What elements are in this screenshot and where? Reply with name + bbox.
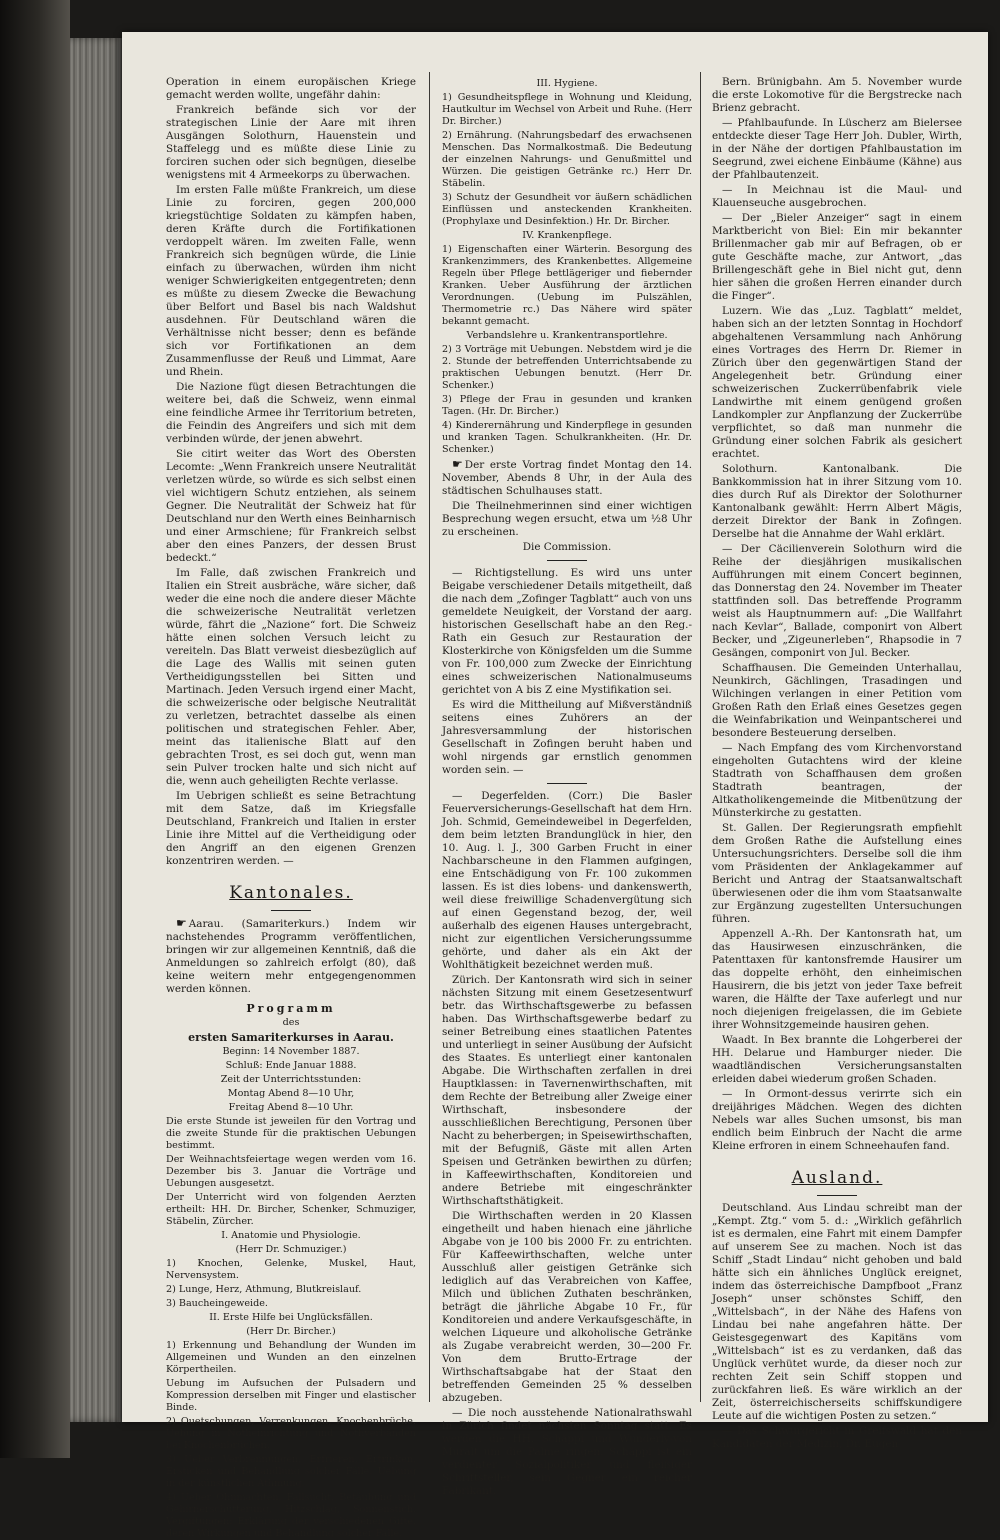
article-paragraph: Bern. Brünigbahn. Am 5. November wurde die erste Lokomotive für die Bergstrecke nach Brienz gebracht. [712,76,962,114]
article-paragraph: — Der Cäcilienverein Solothurn wird die Reihe der diesjährigen musikalischen Aufführungen mit einem Concert beginnen, das Donnerstag den 24. November im Theater stattfinden soll. Das betreffende Programm weist als Hauptnummern auf: „Die Wallfahrt nach Kevlar“, Ballade, componirt von Albert Becker, und „Zigeunerleben“, Rhapsodie in 7 Gesängen, componirt von Jul. Becker. [712,543,962,659]
article-paragraph: Es wird die Mittheilung auf Mißverständniß seitens eines Zuhörers an der Jahresversammlung der historischen Gesellschaft in Zofingen beruht haben und wohl nirgends gar ernstlich genommen worden sein. — [442,699,692,776]
article-paragraph: Sie citirt weiter das Wort des Obersten Lecomte: „Wenn Frankreich unsere Neutralität verletzen würde, so würde es sich selbst einen viel wichtigern Schutz entziehen, als seinem Gegner. Die Neutralität der Schweiz hat für Deutschland nur den Werth eines Beinharnisch und einer Armschiene; für Frankreich selbst aber den eines Panzers, der dessen Brust bedeckt.“ [166,448,416,564]
article-paragraph [166,917,416,996]
article-paragraph: Zürich. Der Kantonsrath wird sich in seiner nächsten Sitzung mit einem Gesetzesentwurf betr. das Wirthschaftsgewerbe zu befassen haben. Das Wirthschaftsgewerbe bedarf zu seiner Betreibung eines staatlichen Patentes und unterliegt in seiner Ausübung der Aufsicht des Staates. Es unterliegt einer kantonalen Abgabe. Die Wirthschaften zerfallen in drei Hauptklassen: in Tavernenwirthschaften, mit dem Rechte der Betreibung aller Zweige einer Wirthschaft, insbesondere der ausschließlichen Berechtigung, Personen über Nacht zu beherbergen; in Speisewirthschaften, mit der Befugniß, Gäste mit allen Arten Speisen und Getränken bewirthen zu dürfen; in Kaffeewirthschaften, Konditoreien und andere Betriebe mit eingeschränkter Wirthschaftsthätigkeit. [442,974,692,1207]
list-item: Uebung im Aufsuchen der Pulsadern und Kompression derselben mit Finger und elastischer Binde. [166,1378,416,1413]
column-right [712,76,962,1450]
section-subheading: I. Anatomie und Physiologie. [221,1230,361,1241]
list-item: 3) Ueber Verbrennungen, Erfrieren, Ertrinken, Ersticken und Behandlung solcher Fälle. Uebung in der künstlichen Athmung. [166,1454,416,1489]
list-item: 1) Knochen, Gelenke, Muskel, Haut, Nervensystem. [166,1258,416,1281]
article-paragraph: — Degerfelden. (Corr.) Die Basler Feuerversicherungs-Gesellschaft hat dem Hrn. Joh. Schmid, Gemeindeweibel in Degerfelden, dem beim letzten Brandunglück in hier, den 10. Aug. l. J., 300 Garben Frucht in einer Nachbarscheune in den Flammen aufgingen, eine Entschädigung von Fr. 100 zukommen lassen. Es ist dies lobens- und dankenswerth, weil diese freiwillige Schadenvergütung sich auf einen Gegenstand bezog, der, weil außerhalb des eigenen Hauses untergebracht, nicht zur eigentlichen Versicherungssumme gehörte, und daher als ein Akt der Wohlthätigkeit bezeichnet werden muß. [442,790,692,971]
list-item: 3) Pflege der Frau in gesunden und kranken Tagen. (Hr. Dr. Bircher.) [442,394,692,417]
programm-paragraph: Der Unterricht wird von folgenden Aerzten ertheilt: HH. Dr. Bircher, Schenker, Schmuziger, Stäbelin, Zürcher. [166,1192,416,1227]
article-paragraph: Die Wirthschaften werden in 20 Klassen eingetheilt und haben hienach eine jährliche Abgabe von je 100 bis 2000 Fr. zu entrichten. Für Kaffeewirthschaften, welche unter Ausschluß aller geistigen Getränke sich lediglich auf das Verabreichen von Kaffee, Milch und üblichen Zuthaten beschränken, beträgt die jährliche Abgabe 10 Fr., für Konditoreien und andere Verkaufsgeschäfte, in welchen Liqueure und alkoholische Getränke als Zugabe verabreicht werden, 30—200 Fr. Von dem Brutto-Ertrage der Wirthschaftsabgabe hat der Staat den betreffenden Gemeinden 25 % desselben abzugeben. [442,1210,692,1404]
list-item: 2) Lunge, Herz, Athmung, Blutkreislauf. [166,1284,362,1295]
section-subheading: IV. Krankenpflege. [522,230,612,241]
article-paragraph: Luzern. Wie das „Luz. Tagblatt“ meldet, haben sich an der letzten Sonntag in Hochdorf abgehaltenen Versammlung nach Anhörung eines Vortrages des Herrn Dr. Riemer in Zürich über den gegenwärtigen Stand der Angelegenheit betr. Gründung einer schweizerischen Zuckerrübenfabrik viele Landwirthe mit einem genügend großen Landkompler zur Anpflanzung der Zuckerrübe verpflichtet, so daß man nunmehr die Gründung einer solchen Fabrik als gesichert erachtet. [712,305,962,460]
separator [817,1195,857,1196]
section-heading-ausland: Ausland. [791,1168,883,1188]
section-heading-kantonales: Kantonales. [229,883,353,903]
programm-paragraph: Der Weihnachtsfeiertage wegen werden vom 16. Dezember bis 3. Januar die Vorträge und Uebungen ausgesetzt. [166,1154,416,1189]
programm-des: des [282,1017,300,1028]
programm-title: Programm [246,1002,336,1015]
section-lead: (Herr Dr. Bircher.) [246,1326,336,1337]
column-middle [442,76,692,1497]
book-binding-edge [70,38,122,1422]
list-item: 2) 3 Vorträge mit Uebungen. Nebstdem wird je die 2. Stunde der betreffenden Unterrichtsabende zu praktischen Uebungen benutzt. (Herr Dr. Schenker.) [442,344,692,391]
list-item: 1) Eigenschaften einer Wärterin. Besorgung des Krankenzimmers, des Krankenbettes. Allgemeine Regeln über Pflege bettlägeriger und fiebernder Kranken. Ueber Ausführung der ärztlichen Verordnungen. (Uebung im Pulszählen, Thermometrie rc.) Das Nähere wird später bekannt gemacht. [442,244,692,327]
article-paragraph [442,458,692,498]
article-paragraph: St. Gallen. Der Regierungsrath empfiehlt dem Großen Rathe die Aufstellung eines Untersuchungsrichters. Derselbe soll die ihm vom Präsidenten der Anklagekammer auf Bericht und Antrag der Staatsanwaltschaft überwiesenen oder die ihm vom Staatsanwalte zur Ergänzung zugestellten Untersuchungen führen. [712,822,962,925]
article-paragraph: — Der „Bieler Anzeiger“ sagt in einem Marktbericht von Biel: Ein mir bekannter Brillenmacher gab mir auf Befragen, ob er gute Geschäfte mache, zur Antwort, „das Brillengeschäft gehe in Biel nicht gut, denn hier sähen die großen Herren einander durch die Finger“. [712,212,962,302]
list-item: 3) Baucheingeweide. [166,1298,268,1309]
list-item: 1) Erkennung und Behandlung der Wunden im Allgemeinen und Wunden an den einzelnen Körpertheilen. [166,1340,416,1375]
article-paragraph: — Das Schwurgericht in Greifswald hat den Kandidaten der Medizin, Dr. Eugen [712,1425,962,1450]
separator [547,783,587,784]
programm-subtitle: ersten Samariterkurses in Aarau. [188,1031,394,1044]
programm-paragraph: Die erste Stunde ist jeweilen für den Vortrag und die zweite Stunde für die praktischen Uebungen bestimmt. [166,1116,416,1151]
article-paragraph: — In Meichnau ist die Maul- und Klauenseuche ausgebrochen. [712,184,962,209]
aarau-intro-text: Aarau. (Samariterkurs.) Indem wir nachstehendes Programm veröffentlichen, bringen wir zur allgemeinen Kenntniß, daß die Anmeldungen so zahlreich erfolgt (80), daß keine weitern mehr entgegengenommen werden können. [166,918,416,995]
article-paragraph: Im ersten Falle müßte Frankreich, um diese Linie zu forciren, gegen 200,000 kriegstüchtige Soldaten zu kämpfen haben, deren Kräfte durch die Fortifikationen verdoppelt wären. Im zweiten Falle, wenn Frankreich sich begnügen würde, die Linie einfach zu überwachen, würden ihm nicht weniger Schwierigkeiten entgegentreten; denn es müßte zu diesem Zwecke die Bewachung über Belfort und Basel bis nach Waldshut ausdehnen. Für Deutschland wären die Verhältnisse nicht besser; denn es befände sich vor Fortifikationen an dem Zusammenflusse der Reuß und Limmat, Aare und Rhein. [166,184,416,378]
article-paragraph: — Die noch ausstehende Nationalrathswahl in Zürich findet nächsten Sonntag statt. Es werden die HH. Schäppi und Wunderly-von Muralt um die Palme ringen. Schäppi ist ein verdienter Sozialpolitiker und fleißiger Schriftsteller, sein Gegner ein reicher Fabrikant. [442,1407,692,1497]
article-paragraph: Solothurn. Kantonalbank. Die Bankkommission hat in ihrer Sitzung vom 10. dies durch Ruf als Direktor der Solothurner Kantonalbank gewählt: Herrn Albert Mägis, derzeit Direktor der Bank in Zofingen. Derselbe hat die Annahme der Wahl erklärt. [712,463,962,540]
article-paragraph: — In Ormont-dessus verirrte sich ein dreijähriges Mädchen. Wegen des dichten Nebels war alles Suchen umsonst, bis man endlich beim Einbruch der Nacht die arme Kleine erfroren in einem Schneehaufen fand. [712,1088,962,1152]
column-left [166,76,416,1539]
programm-line: Freitag Abend 8—10 Uhr. [228,1102,354,1113]
list-item: 4) Ueber Ohnmachten, Fallsucht, Betäubung und Gehirnerschütterung, Hitzschlag, Sonnenstich. Vergiftungen: Erklärung der verschiedenen Gifte, deren Wirkungen und Behandlung solcher Fälle. [166,1492,416,1539]
programm-line: Schluß: Ende Januar 1888. [225,1060,357,1071]
section-subheading: Verbandslehre u. Krankentransportlehre. [466,330,668,341]
pointing-hand-icon: ☛ [176,916,187,930]
section-subheading: III. Hygiene. [536,78,598,89]
article-paragraph: Frankreich befände sich vor der strategischen Linie der Aare mit ihren Ausgängen Solothurn, Hauenstein und Staffelegg und es müßte diese Linie zu forciren suchen oder sich begnügen, dieselbe wenigstens mit 4 Armeekorps zu überwachen. [166,104,416,181]
list-item: 3) Schutz der Gesundheit vor äußern schädlichen Einflüssen und ansteckenden Krankheiten. (Prophylaxe und Desinfektion.) Hr. Dr. Bircher. [442,192,692,227]
section-subheading: II. Erste Hilfe bei Unglücksfällen. [209,1312,373,1323]
list-item: 4) Kinderernährung und Kinderpflege in gesunden und kranken Tagen. Schulkrankheiten. (Hr. Dr. Schenker.) [442,420,692,455]
article-paragraph: Im Uebrigen schließt es seine Betrachtung mit dem Satze, daß im Kriegsfalle Deutschland, Frankreich und Italien in erster Linie ihre Mittel auf die Vertheidigung oder den Angriff an den eigenen Grenzen konzentriren werden. — [166,790,416,867]
article-paragraph: Die Theilnehmerinnen sind einer wichtigen Besprechung wegen ersucht, etwa um ½8 Uhr zu erscheinen. [442,500,692,538]
programm-line: Beginn: 14 November 1887. [222,1046,360,1057]
article-paragraph: Waadt. In Bex brannte die Lohgerberei der HH. Delarue und Hamburger nieder. Die waadtländischen Versicherungsanstalten erleiden dabei wiederum großen Schaden. [712,1034,962,1085]
vortrag-note: Der erste Vortrag findet Montag den 14. November, Abends 8 Uhr, in der Aula des städtischen Schulhauses statt. [442,459,692,497]
list-item: 1) Gesundheitspflege in Wohnung und Kleidung, Hautkultur im Wechsel von Arbeit und Ruhe. (Herr Dr. Bircher.) [442,92,692,127]
pointing-hand-icon: ☛ [452,457,463,471]
article-paragraph: — Pfahlbaufunde. In Lüscherz am Bielersee entdeckte dieser Tage Herr Joh. Dubler, Wirth, in der Nähe der dortigen Pfahlbaustation im Seegrund, zwei eichene Einbäume (Kähne) aus der Pfahlbautenzeit. [712,117,962,181]
article-paragraph: Deutschland. Aus Lindau schreibt man der „Kempt. Ztg.“ vom 5. d.: „Wirklich gefährlich ist es dermalen, eine Fahrt mit einem Dampfer auf unserem See zu machen. Noch ist das Schiff „Stadt Lindau“ nicht gehoben und bald hätte sich ein ähnliches Unglück ereignet, indem das österreichische Dampfboot „Franz Joseph“ unser schönstes Schiff, den „Wittelsbach“, in der Nähe des Hafens von Lindau bei nahe angefahren hätte. Der Geistesgegenwart des Kapitäns vom „Wittelsbach“ ist es zu verdanken, daß das Unglück verhütet wurde, da dieser noch zur rechten Zeit sein Schiff stoppen und zurückfahren ließ. Es wäre wirklich an der Zeit, österreichischerseits schiffskundigere Leute auf die wichtigen Posten zu setzen.“ [712,1202,962,1422]
article-paragraph: Operation in einem europäischen Kriege gemacht werden wollte, ungefähr dahin: [166,76,416,101]
book-spine-shadow [0,0,70,1458]
programm-line: Montag Abend 8—10 Uhr, [227,1088,355,1099]
article-paragraph: — Richtigstellung. Es wird uns unter Beigabe verschiedener Details mitgetheilt, daß die nach dem „Zofinger Tagblatt“ auch von uns gemeldete Neuigkeit, der Vorstand der aarg. historischen Gesellschaft habe an den Reg.-Rath ein Gesuch zur Restauration der Klosterkirche von Königsfelden um die Summe von Fr. 100,000 zum Zwecke der Einrichtung eines schweizerischen Nationalmuseums gerichtet von A bis Z eine Mystifikation sei. [442,567,692,696]
article-paragraph: Schaffhausen. Die Gemeinden Unterhallau, Neunkirch, Gächlingen, Trasadingen und Wilchingen verlangen in einer Petition vom Großen Rath den Erlaß eines Gesetzes gegen die Weinfabrikation und Weinpantscherei und besondere Besteuerung derselben. [712,662,962,739]
programm-line: Zeit der Unterrichtsstunden: [220,1074,362,1085]
list-item: 2) Ernährung. (Nahrungsbedarf des erwachsenen Menschen. Das Normalkostmaß. Die Bedeutung der einzelnen Nahrungs- und Genußmittel und Würzen. Die geistigen Getränke rc.) Herr Dr. Stäbelin. [442,130,692,189]
signature: Die Commission. [522,541,612,553]
newspaper-page [122,32,988,1539]
column-rule-right [700,72,701,1402]
article-paragraph: Im Falle, daß zwischen Frankreich und Italien ein Streit ausbräche, wäre sicher, daß weder die eine noch die andere dieser Mächte die schweizerische Neutralität verletzen würde, fährt die „Nazione“ fort. Die Schweiz hätte einen solchen Versuch leicht zu vereiteln. Das Blatt verweist diesbezüglich auf die Lage des Wallis mit seinen guten Vertheidigungsstellen bei Sitten und Martinach. Jeden Versuch irgend einer Macht, die schweizerische oder belgische Neutralität zu verletzen, betrachtet dasselbe als einen politischen und strategischen Fehler. Aber, meint das italienische Blatt auf den gebrachten Trost, es sei doch gut, wenn man sein Pulver trocken halte und sich nicht auf die, wenn auch geheiligten Rechte verlasse. [166,567,416,787]
article-paragraph: Die Nazione fügt diesen Betrachtungen die weitere bei, daß die Schweiz, wenn einmal eine feindliche Armee ihr Territorium betreten, die Feindin des Angreifers und sich mit dem verbinden würde, der jenen abwehrt. [166,381,416,445]
separator [547,560,587,561]
article-paragraph: Appenzell A.-Rh. Der Kantonsrath hat, um das Hausirwesen einzuschränken, die Patenttaxen für kantonsfremde Hausirer um das doppelte erhöht, den einheimischen Hausirern, die bis jetzt von jeder Taxe befreit waren, die Hälfte der Taxe auferlegt und nur noch diejenigen freigelassen, die im Gebiete ihrer Wohnsitzgemeinde hausiren gehen. [712,928,962,1031]
list-item: 2) Quetschungen, Verrenkungen, Knochenbrüche. Uebung in Notheinrichtung und Nothverbänden bei Knochenbrüchen. [166,1416,416,1451]
column-rule-left [429,72,430,1402]
section-lead: (Herr Dr. Schmuziger.) [235,1244,347,1255]
separator [271,910,311,911]
article-paragraph: — Nach Empfang des vom Kirchenvorstand eingeholten Gutachtens wird der kleine Stadtrath von Schaffhausen dem großen Stadtrath beantragen, der Altkatholikengemeinde die Mitbenützung der Münsterkirche zu gestatten. [712,742,962,819]
